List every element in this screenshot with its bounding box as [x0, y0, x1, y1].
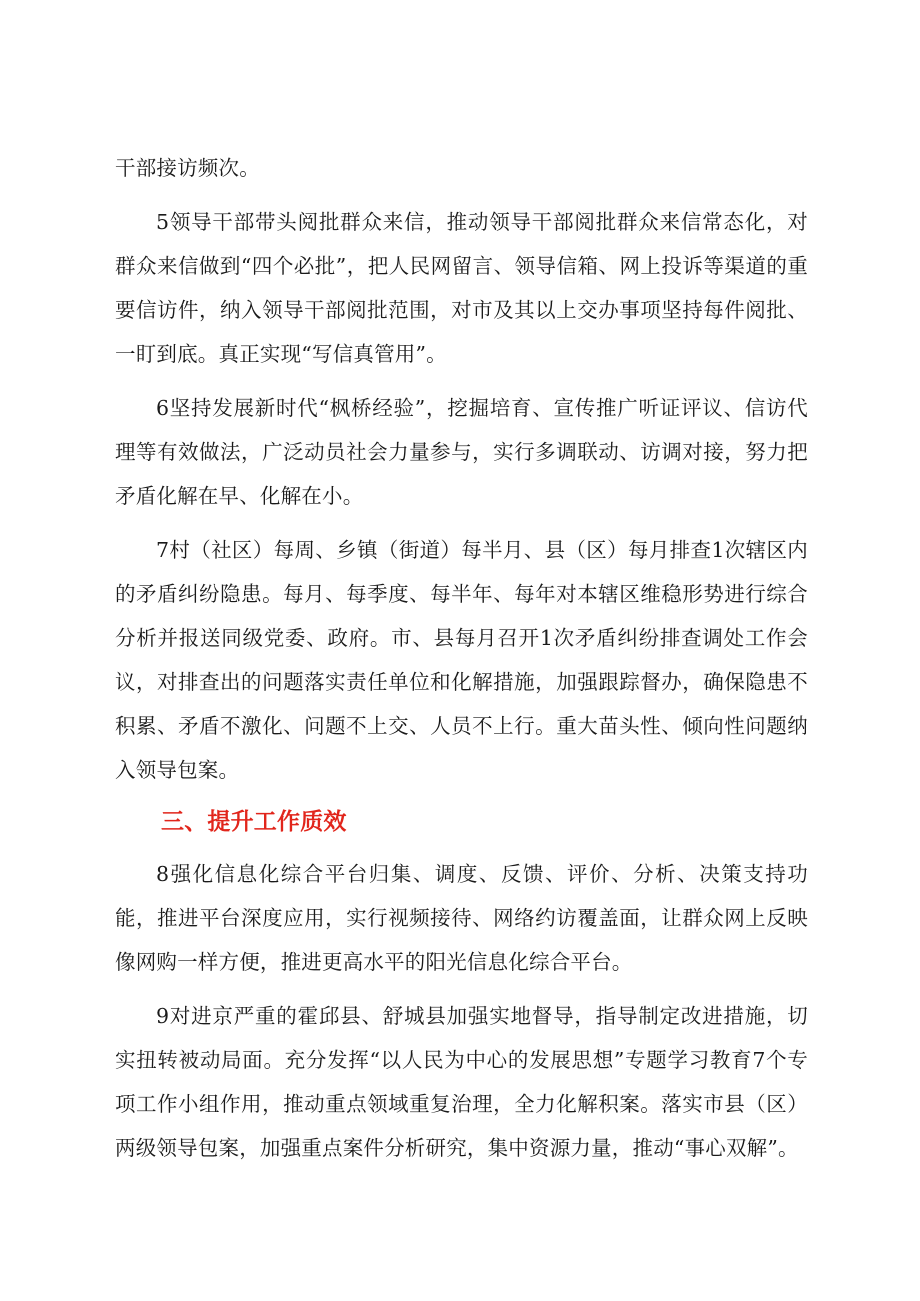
- paragraph-item-5: 5领导干部带头阅批群众来信，推动领导干部阅批群众来信常态化，对群众来信做到“四个必批”，把人民网留言、领导信箱、网上投诉等渠道的重要信访件，纳入领导干部阅批范围，对市及其以上交办事项坚持每件阅批、一盯到底。真正实现“写信真管用”。: [115, 210, 808, 366]
- paragraph-item-8: 8强化信息化综合平台归集、调度、反馈、评价、分析、决策支持功能，推进平台深度应用，实行视频接待、网络约访覆盖面，让群众网上反映像网购一样方便，推进更高水平的阳光信息化综合平台。: [115, 862, 808, 974]
- paragraph-continuation: 干部接访频次。: [115, 156, 260, 180]
- document-body: [115, 146, 808, 1180]
- paragraph-item-9: 9对进京严重的霍邱县、舒城县加强实地督导，指导制定改进措施，切实扭转被动局面。充分发挥“以人民为中心的发展思想”专题学习教育7个专项工作小组作用，推动重点领域重复治理，全力化解积案。落实市县（区）两级领导包案，加强重点案件分析研究，集中资源力量，推动“事心双解”。: [115, 1004, 808, 1160]
- section-heading: 三、提升工作质效: [161, 809, 347, 835]
- paragraph-item-6: 6坚持发展新时代“枫桥经验”，挖掘培育、宣传推广听证评议、信访代理等有效做法，广泛动员社会力量参与，实行多调联动、访调对接，努力把矛盾化解在早、化解在小。: [115, 396, 808, 508]
- paragraph-item-7: 7村（社区）每周、乡镇（街道）每半月、县（区）每月排查1次辖区内的矛盾纠纷隐患。每月、每季度、每半年、每年对本辖区维稳形势进行综合分析并报送同级党委、政府。市、县每月召开1次矛盾纠纷排查调处工作会议，对排查出的问题落实责任单位和化解措施，加强跟踪督办，确保隐患不积累、矛盾不激化、问题不上交、人员不上行。重大苗头性、倾向性问题纳入领导包案。: [115, 538, 808, 782]
